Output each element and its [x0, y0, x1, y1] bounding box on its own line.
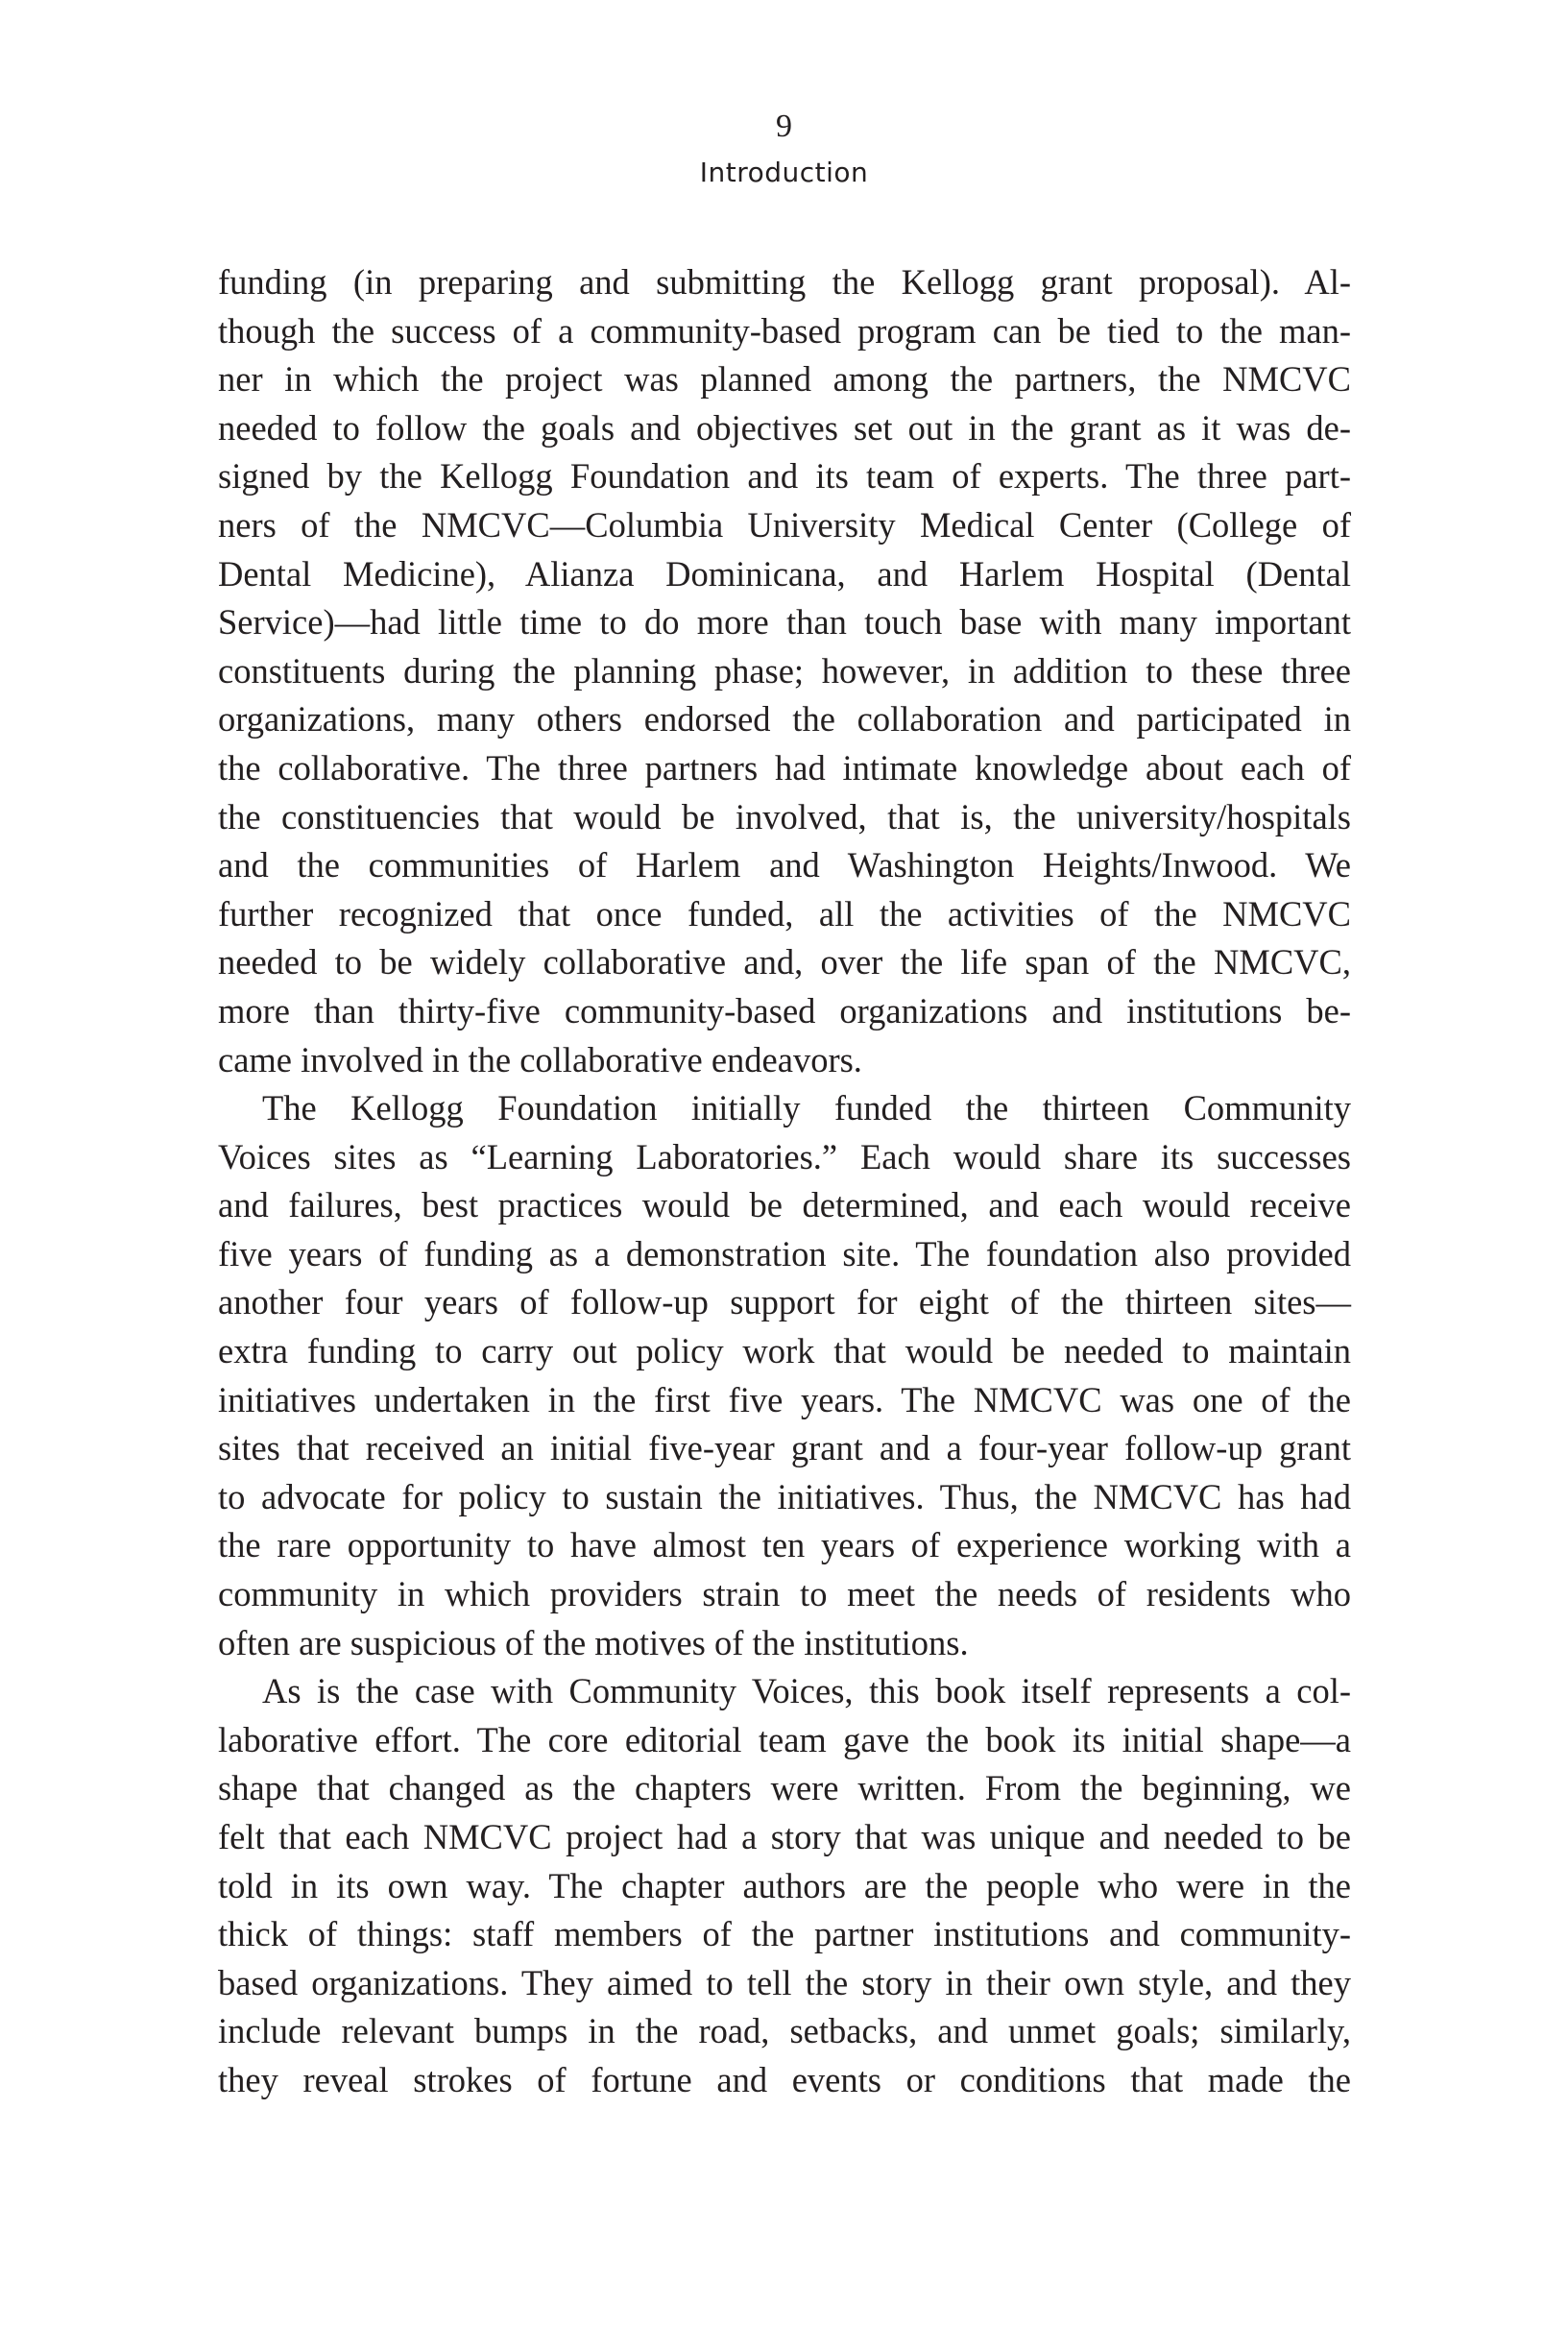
text-line: they reveal strokes of fortune and events or conditions that made the: [218, 2059, 1351, 2099]
text-line: shape that changed as the chapters were written. From the beginning, we: [218, 1768, 1351, 1808]
text-line: include relevant bumps in the road, setbacks, and unmet goals; similarly,: [218, 2011, 1351, 2051]
text-line: further recognized that once funded, all the activities of the NMCVC: [218, 893, 1351, 934]
text-line: laborative effort. The core editorial team gave the book its initial shape—a: [218, 1719, 1351, 1759]
text-line: Dental Medicine), Alianza Dominicana, and Harlem Hospital (Dental: [218, 553, 1351, 594]
text-line: ners of the NMCVC—Columbia University Medical Center (College of: [218, 504, 1351, 545]
text-line: organizations, many others endorsed the collaboration and participated in: [218, 699, 1351, 740]
text-line: came involved in the collaborative endeavors.: [218, 1039, 862, 1079]
text-line: needed to be widely collaborative and, over the life span of the NMCVC,: [218, 942, 1351, 982]
text-line: felt that each NMCVC project had a story that was unique and needed to be: [218, 1817, 1351, 1856]
paragraph-1: [218, 258, 1351, 1084]
text-line: constituents during the planning phase; however, in addition to these three: [218, 650, 1351, 691]
text-line: to advocate for policy to sustain the initiatives. Thus, the NMCVC has had: [218, 1476, 1351, 1516]
text-line: often are suspicious of the motives of the institutions.: [218, 1622, 969, 1662]
text-line: the rare opportunity to have almost ten years of experience working with a: [218, 1525, 1351, 1565]
text-line: As is the case with Community Voices, this book itself represents a col-: [262, 1671, 1351, 1711]
text-line: Service)—had little time to do more than touch base with many important: [218, 602, 1351, 643]
text-line: the constituencies that would be involved, that is, the university/hospitals: [218, 796, 1351, 837]
running-head-title: Introduction: [699, 157, 869, 188]
text-line: based organizations. They aimed to tell the story in their own style, and they: [218, 1962, 1351, 2002]
text-line: sites that received an initial five-year grant and a four-year follow-up grant: [218, 1428, 1351, 1468]
text-line: ner in which the project was planned among the partners, the NMCVC: [218, 359, 1351, 400]
text-line: needed to follow the goals and objectives set out in the grant as it was de-: [218, 407, 1351, 448]
text-line: thick of things: staff members of the partner institutions and community-: [218, 1914, 1351, 1954]
text-line: extra funding to carry out policy work that would be needed to maintain: [218, 1331, 1351, 1371]
text-line: initiatives undertaken in the first five years. The NMCVC was one of the: [218, 1379, 1351, 1419]
text-line: signed by the Kellogg Foundation and its team of experts. The three part-: [218, 456, 1351, 497]
text-line: The Kellogg Foundation initially funded the thirteen Community: [262, 1088, 1351, 1128]
text-line: more than thirty-five community-based organizations and institutions be-: [218, 990, 1351, 1031]
text-line: five years of funding as a demonstration site. The foundation also provided: [218, 1233, 1351, 1273]
text-line: community in which providers strain to meet the needs of residents who: [218, 1574, 1351, 1614]
text-line: funding (in preparing and submitting the Kellogg grant proposal). Al-: [218, 262, 1351, 302]
paragraph-2: [218, 1084, 1351, 1667]
text-line: and the communities of Harlem and Washington Heights/Inwood. We: [218, 845, 1351, 885]
text-line: told in its own way. The chapter authors are the people who were in the: [218, 1865, 1351, 1905]
body-text: [218, 258, 1351, 2105]
paragraph-3: [218, 1667, 1351, 2104]
text-line: the collaborative. The three partners had intimate knowledge about each of: [218, 747, 1351, 788]
text-line: and failures, best practices would be determined, and each would receive: [218, 1185, 1351, 1225]
text-line: though the success of a community-based program can be tied to the man-: [218, 310, 1351, 351]
page-number: 9: [776, 109, 792, 144]
text-line: another four years of follow-up support for eight of the thirteen sites—: [218, 1282, 1351, 1322]
text-line: Voices sites as “Learning Laboratories.” Each would share its successes: [218, 1136, 1351, 1176]
